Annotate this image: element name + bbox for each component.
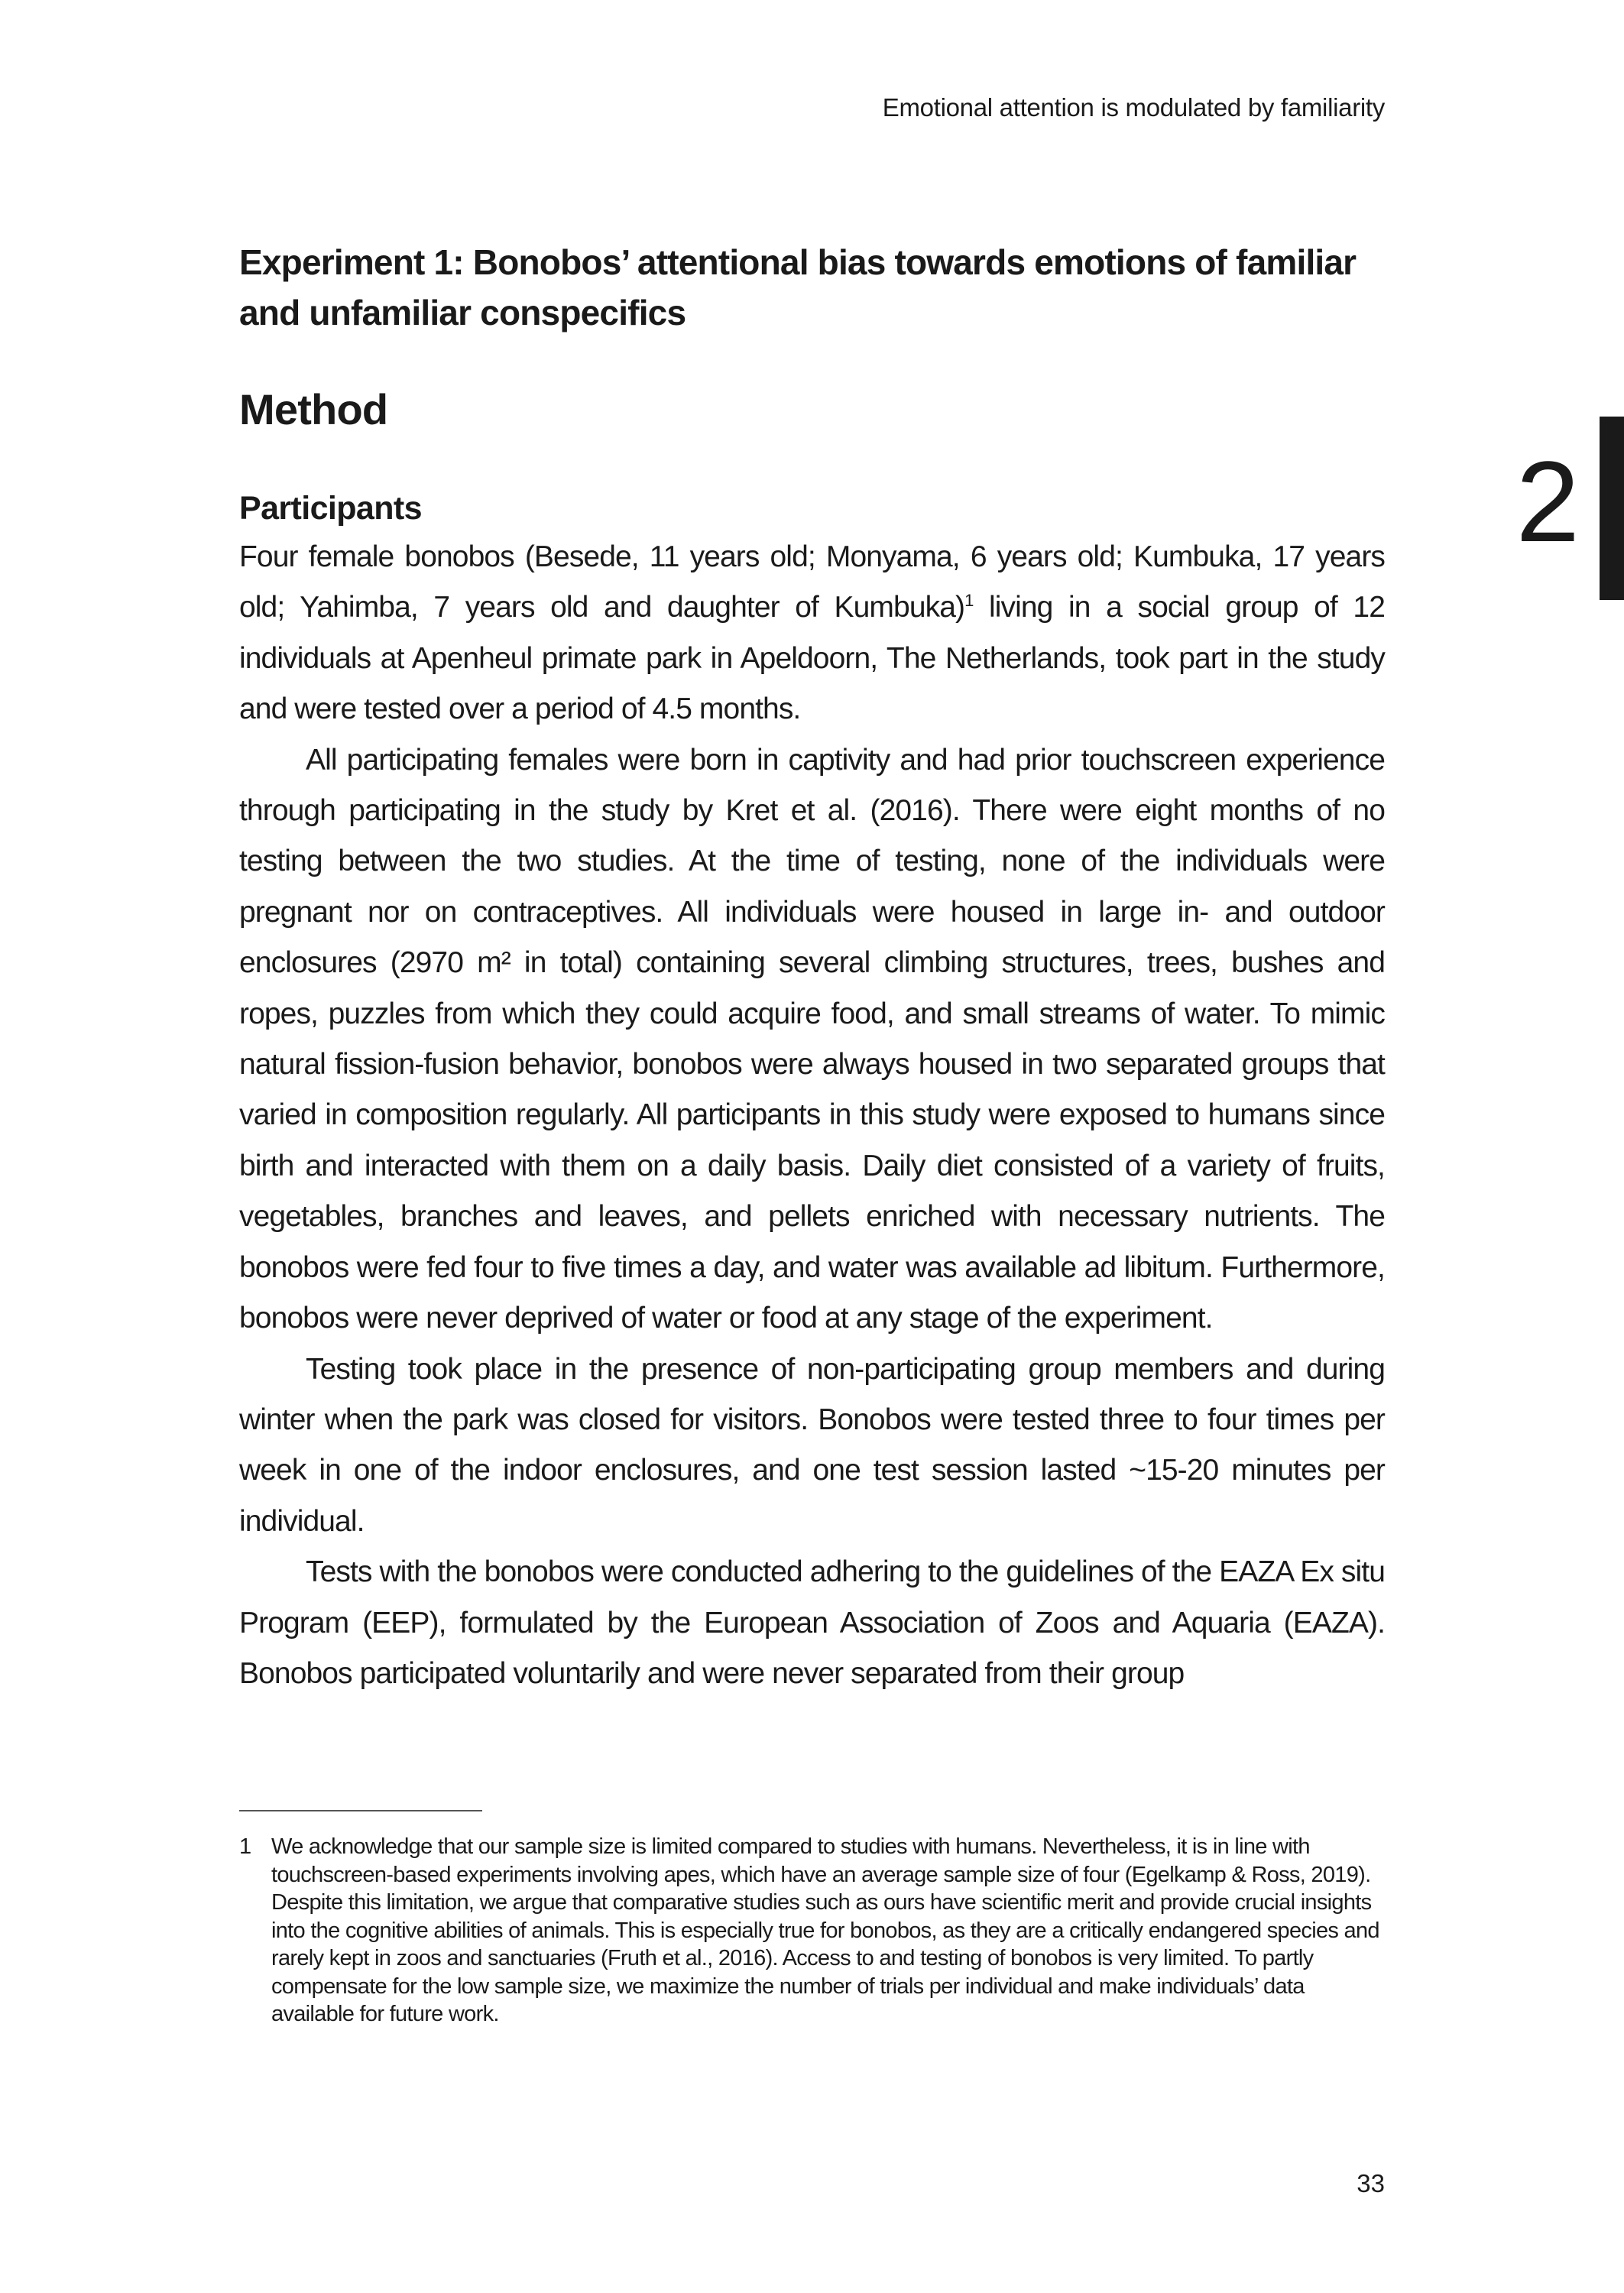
footnote-text: We acknowledge that our sample size is limited compared to studies with humans. Nevertheless, it is in line with touchscreen-based experiments involving apes, which have an average sample size of four (Egelkamp & Ross, 2019). Despite this limitation, we argue that comparative studies such as ours have scientific merit and provide crucial insights into the cognitive abilities of animals. This is especially true for bonobos, as they are a critically endangered species and rarely kept in zoos and sanctuaries (Fruth et al., 2016). Access to and testing of bonobos is very limited. To partly compensate for the low sample size, we maximize the number of trials per individual and make individuals’ data available for future work. bbox=[271, 1834, 1379, 2026]
paragraph-ethics: Tests with the bonobos were conducted adhering to the guidelines of the EAZA Ex situ Program (EEP), formulated by the European Association of Zoos and Aquaria (EAZA). Bonobos participated voluntarily and were never separated from their group bbox=[239, 1555, 1385, 1690]
body-text bbox=[239, 532, 1385, 1699]
paragraph-participants bbox=[239, 532, 1385, 735]
running-header: Emotional attention is modulated by familiarity bbox=[882, 93, 1385, 122]
chapter-number: 2 bbox=[1515, 437, 1580, 566]
main-content bbox=[239, 237, 1385, 1699]
footnote-number: 1 bbox=[239, 1834, 251, 1859]
footnote-divider bbox=[239, 1810, 482, 1811]
method-heading: Method bbox=[239, 385, 388, 433]
page-number: 33 bbox=[1357, 2169, 1385, 2197]
footnote bbox=[239, 1833, 1385, 2029]
chapter-bar bbox=[1600, 417, 1624, 600]
paragraph-1-text-a: Four female bonobos (Besede, 11 years old; Monyama, 6 years old; Kumbuka, 17 years old; Yahimba, 7 years old and daughter of Kumbuka) bbox=[239, 540, 1385, 624]
participants-heading: Participants bbox=[239, 490, 422, 527]
footnote-reference[interactable]: 1 bbox=[964, 591, 974, 611]
paragraph-1-text-b: living in a social group of 12 individuals at Apenheul primate park in Apeldoorn, The Netherlands, took part in the study and were tested over a period of 4.5 months. bbox=[239, 591, 1385, 726]
chapter-marker bbox=[1471, 417, 1624, 600]
experiment-title: Experiment 1: Bonobos’ attentional bias towards emotions of familiar and unfamiliar conspecifics bbox=[239, 242, 1357, 332]
paragraph-testing: Testing took place in the presence of non-participating group members and during winter when the park was closed for visitors. Bonobos were tested three to four times per week in one of the indoor enclosures, and one test session lasted ~15-20 minutes per individual. bbox=[239, 1352, 1385, 1538]
paragraph-housing: All participating females were born in captivity and had prior touchscreen experience through participating in the study by Kret et al. (2016). There were eight months of no testing between the two studies. At the time of testing, none of the individuals were pregnant nor on contraceptives. All individuals were housed in large in- and outdoor enclosures (2970 m² in total) containing several climbing structures, trees, bushes and ropes, puzzles from which they could acquire food, and small streams of water. To mimic natural fission-fusion behavior, bonobos were always housed in two separated groups that varied in composition regularly. All participants in this study were exposed to humans since birth and interacted with them on a daily basis. Daily diet consisted of a variety of fruits, vegetables, branches and leaves, and pellets enriched with necessary nutrients. The bonobos were fed four to five times a day, and water was available ad libitum. Furthermore, bonobos were never deprived of water or food at any stage of the experiment. bbox=[239, 743, 1385, 1335]
